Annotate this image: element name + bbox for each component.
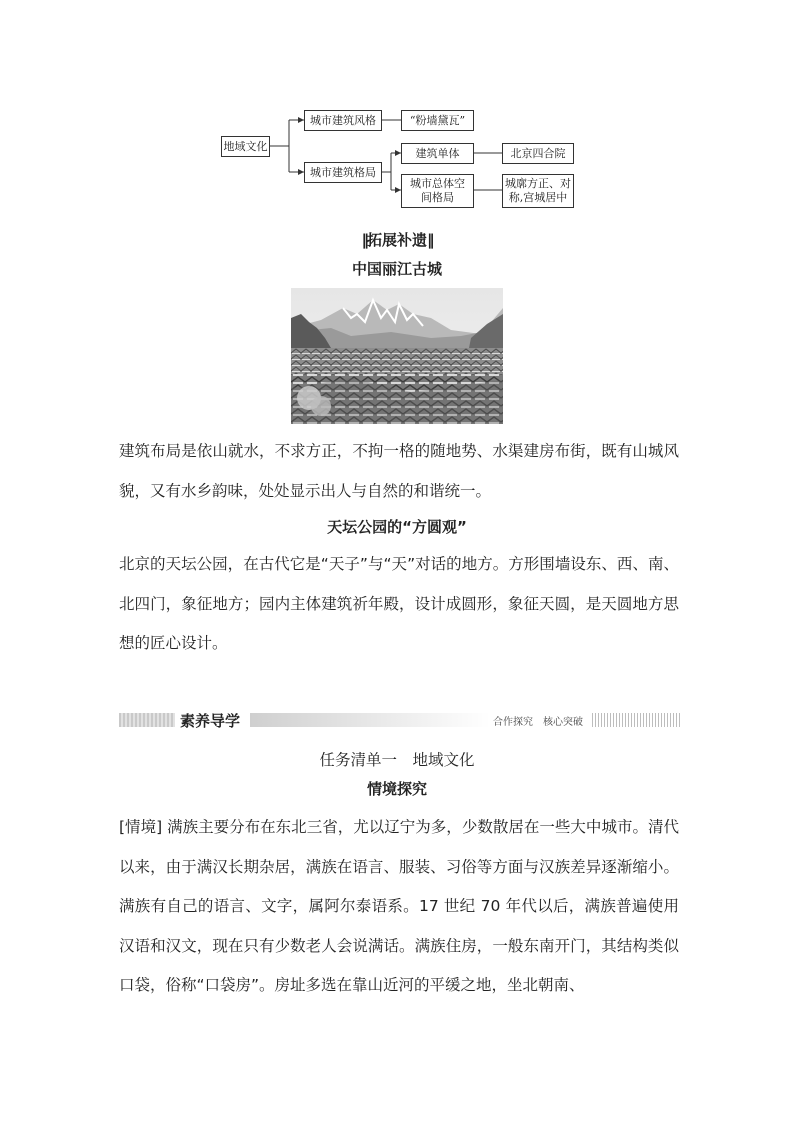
diagram-node-city-space: 城市总体空 间格局	[401, 174, 474, 208]
diagram-branch-layout: 城市建筑格局	[304, 162, 382, 183]
diagram-leaf-siheyuan: 北京四合院	[502, 143, 574, 164]
tiantan-paragraph: 北京的天坛公园，在古代它是“天子”与“天”对话的地方。方形围墙设东、西、南、北四门，象征地方；园内主体建筑祈年殿，设计成圆形，象征天圆，是天圆地方思想的匠心设计。	[119, 555, 679, 652]
lijiang-title: 中国丽江古城	[351, 260, 442, 278]
situation-paragraph: [情境] 满族主要分布在东北三省，尤以辽宁为多，少数散居在一些大中城市。清代以来，由于满汉长期杂居，满族在语言、服装、习俗等方面与汉族差异逐渐缩小。满族有自己的语言、文字，属阿尔泰语系。17 世纪 70 年代以后，满族普遍使用汉语和汉文，现在只有少数老人会说满话。满族住房，一般东南开门，其结构类似口袋，俗称“口袋房”。房址多选在靠山近河的平缓之地，坐北朝南、	[119, 818, 679, 994]
banner-right-stripe	[592, 713, 680, 727]
diagram-root: 地域文化	[221, 136, 270, 157]
diagram-connectors	[0, 0, 794, 230]
banner-mid-fade	[250, 713, 490, 727]
banner-title: 素养导学	[180, 712, 241, 730]
banner-left-stripe	[119, 713, 175, 727]
diagram-leaf-city-shape: 城廓方正、对 称,宫城居中	[502, 174, 574, 208]
diagram-leaf-style: “粉墙黛瓦”	[401, 110, 474, 131]
lijiang-town-photo	[291, 288, 503, 424]
diagram-branch-style: 城市建筑风格	[304, 110, 382, 131]
lijiang-paragraph: 建筑布局是依山就水，不求方正，不拘一格的随地势、水渠建房布街，既有山城风貌，又有水乡韵味，处处显示出人与自然的和谐统一。	[119, 442, 679, 500]
task-subtitle: 情境探究	[366, 780, 427, 798]
diagram-node-single-building: 建筑单体	[401, 143, 474, 164]
extension-tag: ‖拓展补遗‖	[361, 231, 433, 249]
banner-subtitle: 合作探究 核心突破	[493, 717, 583, 728]
task-title: 任务清单一 地域文化	[319, 751, 475, 769]
tiantan-title: 天坛公园的“方圆观”	[327, 518, 467, 536]
